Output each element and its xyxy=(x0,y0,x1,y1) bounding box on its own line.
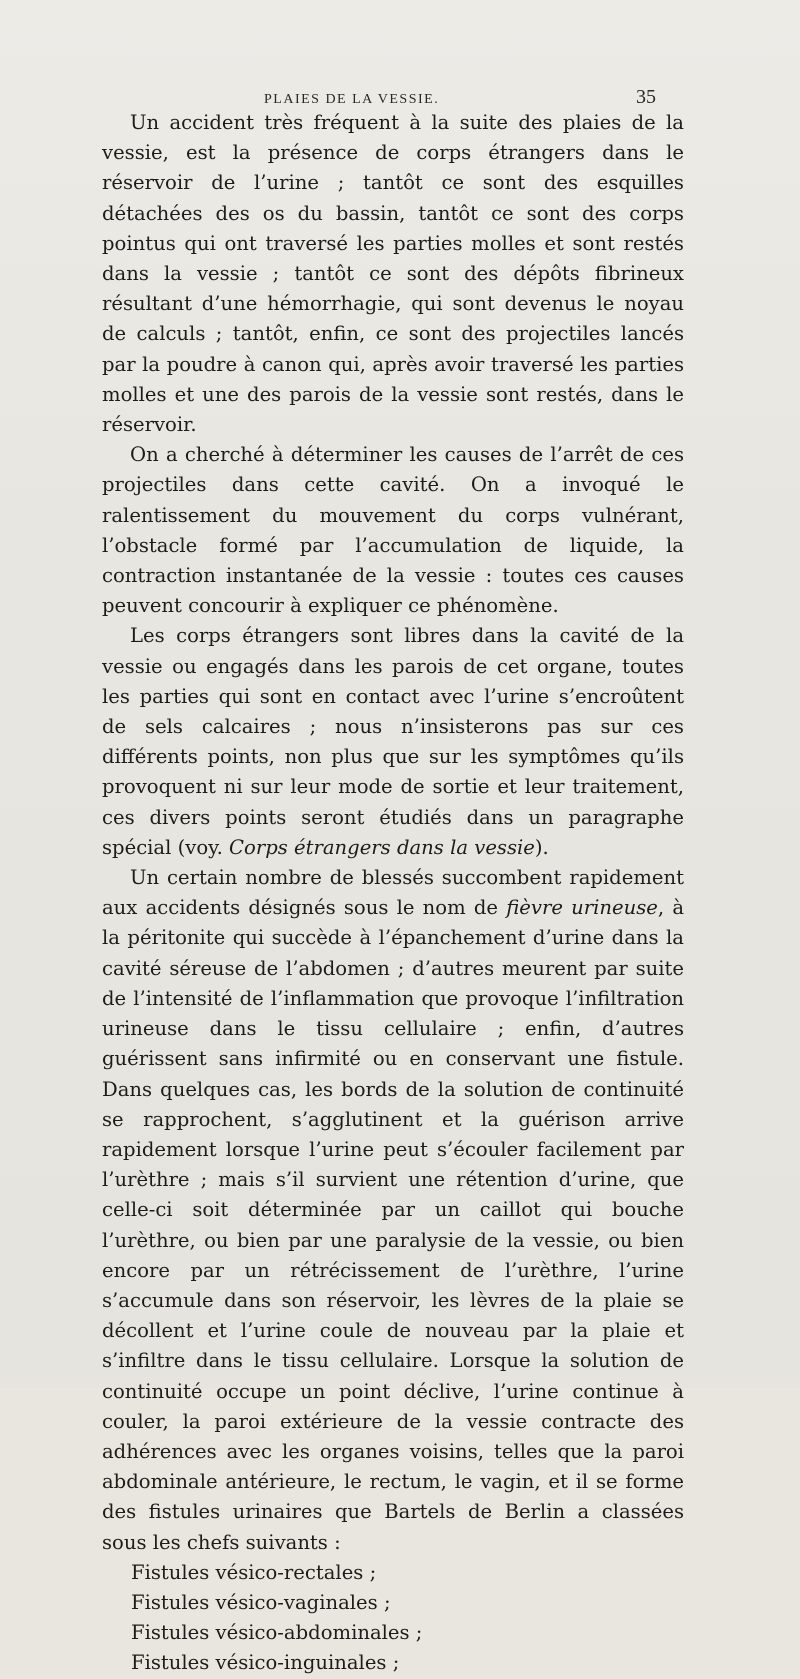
list-item: Fistules vésico-inguinales ; xyxy=(131,1651,400,1675)
page-number: 35 xyxy=(636,86,656,108)
list-item: Fistules vésico-rectales ; xyxy=(131,1560,377,1584)
fistula-list xyxy=(102,1558,684,1679)
running-title: PLAIES DE LA VESSIE. xyxy=(264,92,440,107)
body-text xyxy=(102,108,684,1679)
paragraph xyxy=(102,863,684,1558)
list-item: Fistules vésico-abdominales ; xyxy=(131,1621,423,1645)
paragraph-text: Un certain nombre de blessés succombent rapidement aux accidents désignés sous le nom de xyxy=(102,866,684,920)
paragraph xyxy=(102,440,684,621)
list-item: Fistules vésico-vaginales ; xyxy=(131,1590,391,1614)
paragraph-text: On a cherché à déterminer les causes de l’arrêt de ces projectiles dans cette cavité. On a invoqué le ralentissement du mouvement du corps vulnérant, l’obstacle formé par l’accumulation de liquide, la contraction instantanée de la vessie : toutes ces causes peuvent concourir à expliquer ce phénomène. xyxy=(102,443,684,618)
italic-reference: Corps étrangers dans la vessie xyxy=(229,835,535,859)
paragraph-text: Les corps étrangers sont libres dans la cavité de la vessie ou engagés dans les parois de cet organe, toutes les parties qui sont en contact avec l’urine s’encroûtent de sels calcaires ; nous n’insisterons pas sur ces différents points, non plus que sur les symptômes qu’ils provoquent ni sur leur mode de sortie et leur traitement, ces divers points seront étudiés dans un paragraphe spécial (voy. xyxy=(102,624,684,859)
paragraph-text: Un accident très fréquent à la suite des plaies de la vessie, est la présence de corps étrangers dans le réservoir de l’urine ; tantôt ce sont des esquilles détachées des os du bassin, tantôt ce sont des corps pointus qui ont traversé les parties molles et sont restés dans la vessie ; tantôt ce sont des dépôts fibrineux résultant d’une hémorrhagie, qui sont devenus le noyau de calculs ; tantôt, enfin, ce sont des projectiles lancés par la poudre à canon qui, après avoir traversé les parties molles et une des parois de la vessie sont restés, dans le réservoir. xyxy=(102,111,684,437)
paragraph xyxy=(102,108,684,440)
paragraph-text: , à la péritonite qui succède à l’épanchement d’urine dans la cavité séreuse de l’abdomen ; d’autres meurent par suite de l’intensité de l’inflammation que provoque l’infiltration urineuse dans le tissu cellulaire ; enfin, d’autres guérissent sans infirmité ou en conservant une fistule. Dans quelques cas, les bords de la solution de continuité se rapprochent, s’agglutinent et la guérison arrive rapidement lorsque l’urine peut s’écouler facilement par l’urèthre ; mais s’il survient une rétention d’urine, que celle-ci soit déterminée par un caillot qui bouche l’urèthre, ou bien par une paralysie de la vessie, ou bien encore par un rétrécissement de l’urèthre, l’urine s’accumule dans son réservoir, les lèvres de la plaie se décollent et l’urine coule de nouveau par la plaie et s’infiltre dans le tissu cellulaire. Lorsque la solution de continuité occupe un point déclive, l’urine continue à couler, la paroi extérieure de la vessie contracte des adhérences avec les organes voisins, telles que la paroi abdominale antérieure, le rectum, le vagin, et il se forme des fistules urinaires que Bartels de Berlin a classées sous les chefs suivants : xyxy=(102,896,684,1554)
paragraph xyxy=(102,621,684,863)
running-header xyxy=(0,86,800,110)
paragraph-text: ). xyxy=(534,835,549,859)
italic-term: fièvre urineuse xyxy=(506,896,658,920)
